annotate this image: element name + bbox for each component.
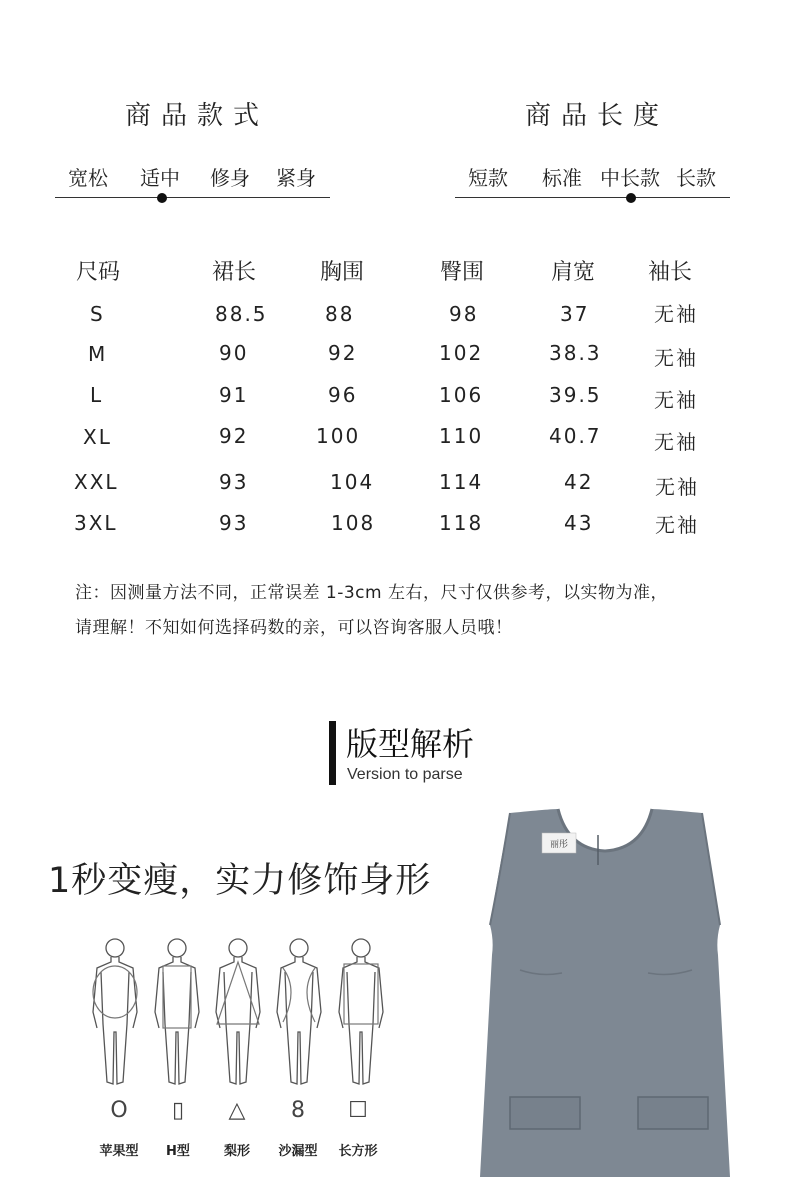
table-cell: M xyxy=(88,342,108,366)
style-scale-marker xyxy=(157,193,167,203)
h-shape-symbol: ▯ xyxy=(171,1098,185,1123)
slogan: 1秒变瘦，实力修饰身形 xyxy=(48,861,432,901)
table-cell: 108 xyxy=(331,511,376,535)
hourglass-body-figure xyxy=(277,939,321,1084)
table-cell: 无袖 xyxy=(654,302,698,326)
table-cell: 90 xyxy=(219,341,249,365)
header-bust: 胸围 xyxy=(320,260,365,285)
h-body-figure xyxy=(155,939,199,1084)
table-cell: 38.3 xyxy=(549,341,602,365)
note-line-1: 注：因测量方法不同，正常误差 1-3cm 左右，尺寸仅供参考，以实物为准， xyxy=(75,583,668,603)
table-cell: 110 xyxy=(439,424,484,448)
apple-shape-symbol: O xyxy=(110,1098,128,1123)
table-cell: 43 xyxy=(564,511,594,535)
length-option-long: 长款 xyxy=(676,166,716,190)
length-option-midlong: 中长款 xyxy=(600,166,660,190)
table-cell: 无袖 xyxy=(655,475,699,499)
length-option-standard: 标准 xyxy=(542,166,582,190)
table-cell: 无袖 xyxy=(654,346,698,370)
table-cell: 92 xyxy=(328,341,358,365)
style-scale-line xyxy=(55,197,330,198)
length-option-short: 短款 xyxy=(468,166,508,190)
header-shoulder: 肩宽 xyxy=(551,260,596,285)
apple-shape-label: 苹果型 xyxy=(99,1144,139,1159)
table-cell: 3XL xyxy=(74,511,118,535)
table-cell: 92 xyxy=(219,424,249,448)
style-section-title: 商品款式 xyxy=(125,101,270,131)
fit-section-title: 版型解析 xyxy=(346,725,475,763)
apple-body-figure xyxy=(93,939,137,1084)
hourglass-shape-symbol: 8 xyxy=(291,1098,305,1123)
length-scale-line xyxy=(455,197,730,198)
table-cell: 96 xyxy=(328,383,358,407)
table-cell: 无袖 xyxy=(654,388,698,412)
style-option-slim: 修身 xyxy=(210,166,250,190)
style-option-loose: 宽松 xyxy=(68,166,108,190)
table-cell: 106 xyxy=(439,383,484,407)
header-sleeve: 袖长 xyxy=(648,260,693,285)
length-scale-marker xyxy=(626,193,636,203)
length-section-title: 商品长度 xyxy=(525,101,670,131)
table-cell: 88 xyxy=(325,302,355,326)
header-size: 尺码 xyxy=(76,260,121,285)
table-cell: 91 xyxy=(219,383,249,407)
table-cell: 39.5 xyxy=(549,383,602,407)
pear-body-figure xyxy=(216,939,260,1084)
header-hip: 臀围 xyxy=(440,260,485,285)
table-cell: XXL xyxy=(74,470,119,494)
table-cell: 93 xyxy=(219,511,249,535)
rectangle-shape-label: 长方形 xyxy=(338,1144,378,1159)
dress-product-image xyxy=(480,805,730,1177)
pear-shape-symbol: △ xyxy=(228,1098,246,1123)
table-cell: 无袖 xyxy=(655,513,699,537)
style-option-regular: 适中 xyxy=(140,166,180,190)
table-cell: S xyxy=(90,302,105,326)
table-cell: 118 xyxy=(439,511,484,535)
fit-section-subtitle: Version to parse xyxy=(347,766,463,783)
table-cell: XL xyxy=(83,425,112,449)
h-shape-label: H型 xyxy=(166,1144,190,1159)
rectangle-shape-symbol: ☐ xyxy=(348,1098,368,1123)
body-type-figures xyxy=(85,932,395,1092)
table-cell: 93 xyxy=(219,470,249,494)
table-cell: 102 xyxy=(439,341,484,365)
table-cell: 98 xyxy=(449,302,479,326)
table-cell: 88.5 xyxy=(215,302,268,326)
table-cell: 无袖 xyxy=(654,430,698,454)
table-cell: 104 xyxy=(330,470,375,494)
style-option-tight: 紧身 xyxy=(276,166,316,190)
rectangle-body-figure xyxy=(339,939,383,1084)
title-accent-bar xyxy=(329,721,336,785)
header-length: 裙长 xyxy=(212,260,257,285)
table-cell: L xyxy=(90,383,104,407)
note-line-2: 请理解！不知如何选择码数的亲，可以咨询客服人员哦！ xyxy=(75,618,513,638)
table-cell: 37 xyxy=(560,302,590,326)
hourglass-shape-label: 沙漏型 xyxy=(278,1144,318,1159)
table-cell: 42 xyxy=(564,470,594,494)
table-cell: 40.7 xyxy=(549,424,602,448)
table-cell: 100 xyxy=(316,424,361,448)
pear-shape-label: 梨形 xyxy=(223,1144,250,1159)
table-cell: 114 xyxy=(439,470,484,494)
dress-label-text: 丽彤 xyxy=(549,840,569,850)
